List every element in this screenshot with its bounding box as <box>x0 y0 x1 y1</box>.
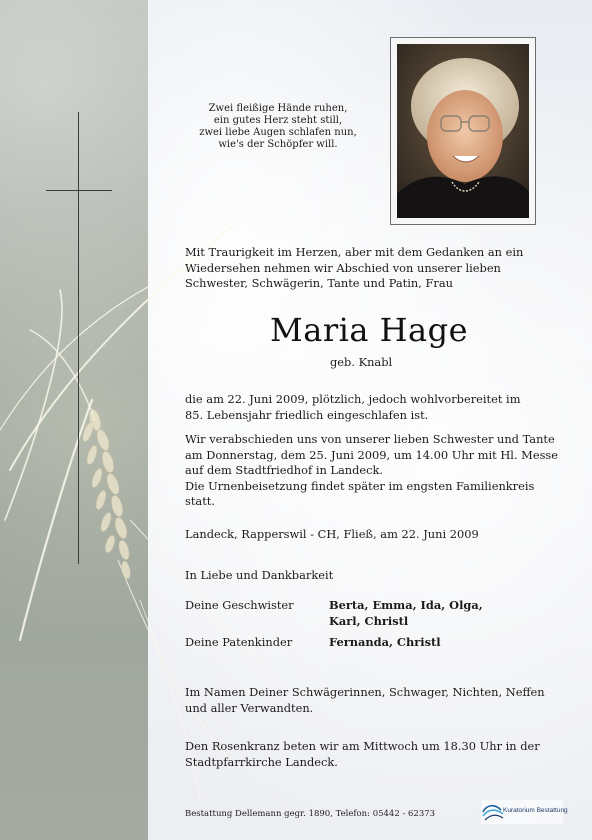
kuratorium-logo <box>481 800 568 824</box>
cross-vertical-bar <box>78 112 79 564</box>
rosary-text <box>185 739 540 770</box>
rosary-line: Den Rosenkranz beten wir am Mittwoch um 18.30 Uhr in der <box>185 739 540 753</box>
passing-line: 85. Lebensjahr friedlich eingeschlafen ist. <box>185 407 429 422</box>
place-date: Landeck, Rapperswil - CH, Fließ, am 22. Juni 2009 <box>185 527 479 541</box>
siblings-names-line: Karl, Christl <box>329 613 409 628</box>
intro-text <box>185 245 523 292</box>
poem-line: wie's der Schöpfer will. <box>218 139 338 150</box>
godchildren-label: Deine Patenkinder <box>185 635 293 649</box>
siblings-names <box>329 598 483 629</box>
godchildren-names-line: Fernanda, Christl <box>329 635 441 649</box>
rosary-line: Stadtpfarrkirche Landeck. <box>185 754 338 769</box>
intro-line: Mit Traurigkeit im Herzen, aber mit dem Gedanken an ein <box>185 245 524 259</box>
relatives-line: und aller Verwandten. <box>185 700 314 715</box>
poem <box>178 103 378 151</box>
passing-line: die am 22. Juni 2009, plötzlich, jedoch wohlvorbereitet im <box>185 392 521 406</box>
farewell-line: auf dem Stadtfriedhof in Landeck. <box>185 463 384 477</box>
deceased-name: Maria Hage <box>269 311 468 349</box>
siblings-names-line: Berta, Emma, Ida, Olga, <box>329 598 483 612</box>
intro-line: Schwester, Schwägerin, Tante und Patin, Frau <box>185 276 453 290</box>
poem-line: zwei liebe Augen schlafen nun, <box>199 127 357 138</box>
relatives-text <box>185 685 545 716</box>
intro-line: Wiedersehen nehmen wir Abschied von unserer lieben <box>185 260 501 275</box>
poem-line: Zwei fleißige Hände ruhen, <box>208 103 348 114</box>
cross-horizontal-bar <box>46 190 112 191</box>
farewell-text <box>185 432 558 510</box>
farewell-line: statt. <box>185 494 215 508</box>
farewell-line: am Donnerstag, dem 25. Juni 2009, um 14.00 Uhr mit Hl. Messe <box>185 447 559 462</box>
farewell-line: Wir verabschieden uns von unserer lieben Schwester und Tante <box>185 432 555 446</box>
poem-line: ein gutes Herz steht still, <box>213 115 343 126</box>
portrait-photo <box>397 44 529 218</box>
siblings-label: Deine Geschwister <box>185 598 294 612</box>
passing-text <box>185 392 521 423</box>
portrait-frame <box>390 37 536 225</box>
birth-name: geb. Knabl <box>330 355 393 369</box>
farewell-line: Die Urnenbeisetzung findet später im engsten Familienkreis <box>185 478 535 493</box>
relatives-line: Im Namen Deiner Schwägerinnen, Schwager, Nichten, Neffen <box>185 685 545 699</box>
logo-text: Kuratorium Bestattung <box>503 807 568 814</box>
funeral-home-footer: Bestattung Dellemann gegr. 1890, Telefon: 05442 - 62373 <box>185 809 436 819</box>
love-line: In Liebe und Dankbarkeit <box>185 568 334 582</box>
godchildren-names <box>329 635 441 651</box>
